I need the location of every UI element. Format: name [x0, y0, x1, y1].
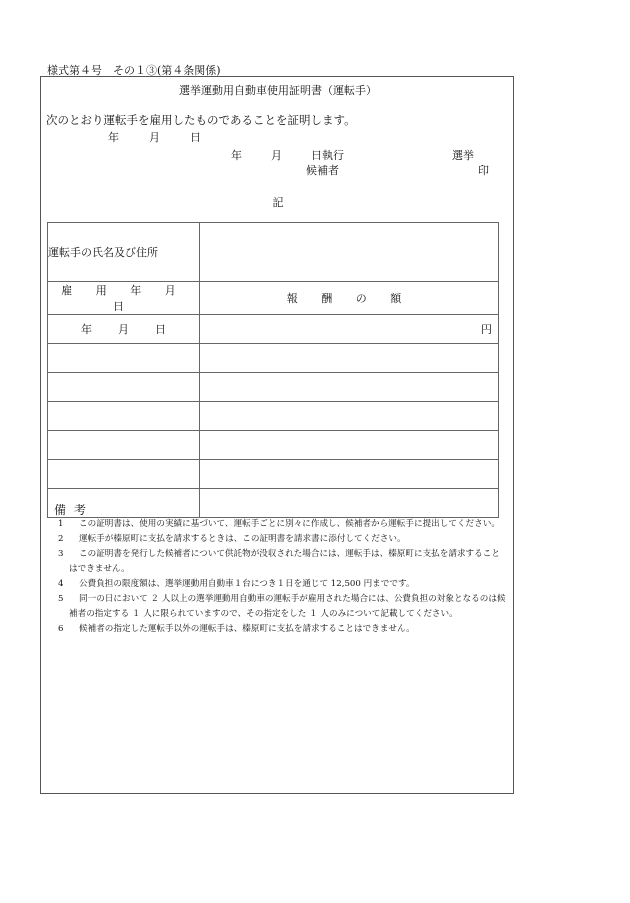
- issue-year-label: 年: [108, 131, 119, 144]
- note-text: 公費負担の限度額は、選挙運動用自動車１台につき１日を通じて 12,500 円までです。: [79, 579, 415, 589]
- note-number: 6: [58, 624, 64, 634]
- table-row: [48, 489, 499, 518]
- note-number: 2: [58, 534, 64, 544]
- row-month-label: 月: [118, 323, 129, 336]
- remarks-list: [55, 517, 507, 637]
- table-row: [48, 344, 499, 373]
- issue-date: [108, 129, 201, 145]
- table-cell: [200, 460, 499, 489]
- ki-heading: 記: [272, 196, 284, 209]
- note-text: この証明書は、使用の実績に基づいて、運転手ごとに別々に作成し、候補者から運転手に提出してください。: [79, 519, 500, 529]
- note-text: 同一の日において ２ 人以上の選挙運動用自動車の運転手が雇用された場合には、公費負担の対象となるのは候補者の指定する １ 人に限られていますので、その指定をした １ 人のみについて記載してください。: [69, 594, 506, 619]
- exec-day-label: 日執行: [311, 149, 344, 162]
- issue-day-label: 日: [190, 131, 201, 144]
- name-address-label: 運転手の氏名及び住所: [48, 223, 200, 282]
- issue-month-label: 月: [149, 131, 160, 144]
- table-cell: [200, 431, 499, 460]
- list-item: [55, 547, 507, 577]
- table-cell: [200, 373, 499, 402]
- table-row: [48, 460, 499, 489]
- election-execution-date: [231, 147, 344, 163]
- compensation-header: 報 酬 の 額: [200, 282, 499, 315]
- seal-mark: 印: [478, 164, 489, 177]
- table-cell: [48, 460, 200, 489]
- certification-statement: 次のとおり運転手を雇用したものであることを証明します。: [46, 113, 356, 127]
- employment-date-cell: [48, 315, 200, 344]
- table-cell: [48, 402, 200, 431]
- document-title: 選挙運動用自動車使用証明書（運転手）: [179, 84, 377, 97]
- table-cell: [200, 402, 499, 431]
- candidate-label: 候補者: [306, 164, 339, 177]
- compensation-cell: 円: [200, 315, 499, 344]
- table-row: [48, 223, 499, 282]
- row-year-label: 年: [81, 323, 92, 336]
- employment-date-header: 雇 用 年 月 日: [48, 282, 200, 315]
- table-cell: [48, 344, 200, 373]
- note-number: 5: [58, 594, 64, 604]
- note-number: 1: [58, 519, 64, 529]
- note-text: 候補者の指定した運転手以外の運転手は、榛原町に支払を請求することはできません。: [79, 624, 415, 634]
- list-item: [55, 517, 507, 532]
- table-row: [48, 315, 499, 344]
- list-item: [55, 592, 507, 622]
- certificate-frame: [40, 76, 514, 794]
- list-item: [55, 532, 507, 547]
- note-number: 4: [58, 579, 64, 589]
- table-row: [48, 373, 499, 402]
- election-suffix: 選挙: [452, 149, 474, 162]
- name-address-cell: [200, 223, 499, 282]
- table-row: [48, 402, 499, 431]
- exec-month-label: 月: [271, 149, 282, 162]
- table-cell: [48, 373, 200, 402]
- driver-table: [47, 222, 499, 518]
- note-text: 運転手が榛原町に支払を請求するときは、この証明書を請求書に添付してください。: [79, 534, 406, 544]
- note-number: 3: [58, 549, 64, 559]
- table-header-row: [48, 282, 499, 315]
- list-item: [55, 577, 507, 592]
- note-text: この証明書を発行した候補者について供託物が没収された場合には、運転手は、榛原町に支払を請求することはできません。: [69, 549, 500, 574]
- table-cell: [200, 344, 499, 373]
- row-day-label: 日: [155, 323, 166, 336]
- form-number: 様式第４号 その１③(第４条関係): [47, 64, 221, 77]
- exec-year-label: 年: [231, 149, 242, 162]
- table-row: [48, 431, 499, 460]
- table-cell: [200, 489, 499, 518]
- remarks-heading: 備考: [54, 503, 95, 517]
- list-item: [55, 622, 507, 637]
- table-cell: [48, 431, 200, 460]
